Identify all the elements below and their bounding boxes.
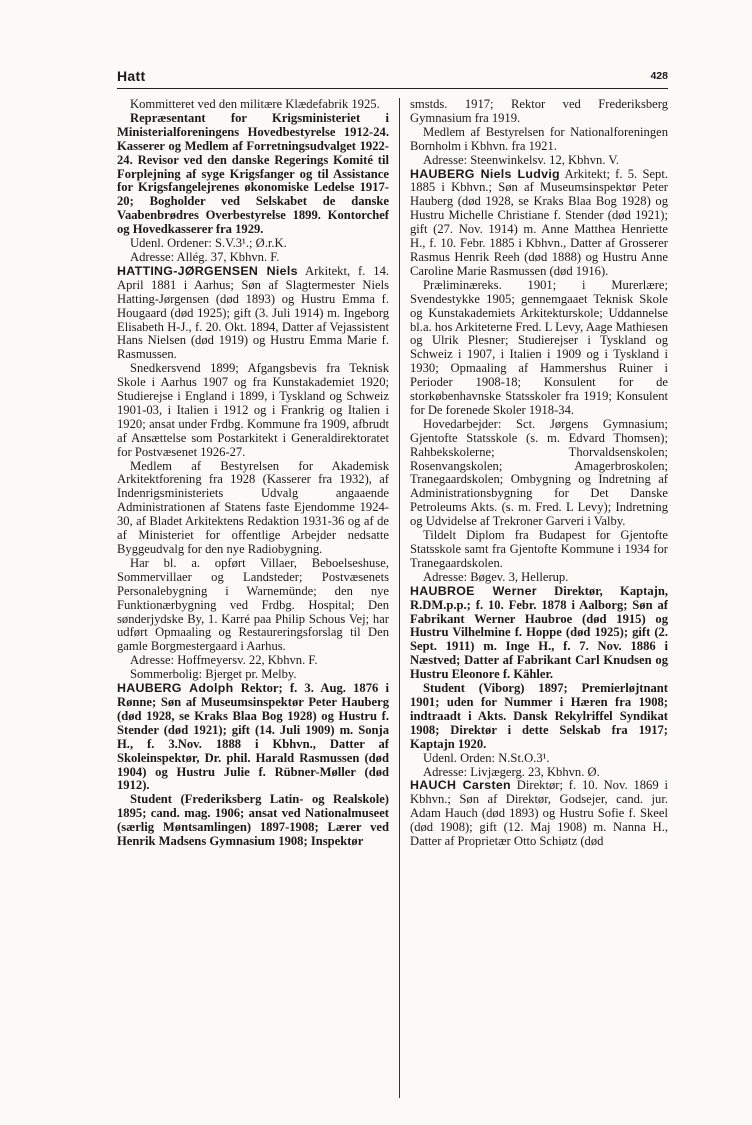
paragraph: Medlem af Bestyrelsen for Akademisk Arkitektforening fra 1928 (Kasserer fra 1932), af Indenrigsministeriets Udvalg angaaende Administrationen af Statens faste Ejendomme 1924-30, af Bladet Arkitektens Redaktion 1931-36 og af de af Ministeriet for offentlige Arbejder nedsatte Byggeudvalg for den nye Radiobygning. [117, 458, 389, 556]
entry-hauberg-adolph [117, 682, 389, 849]
entry-continued [117, 98, 389, 265]
entry-hauberg-niels-ludvig [410, 168, 668, 585]
paragraph: Sommerbolig: Bjerget pr. Melby. [130, 667, 297, 682]
paragraph: Kommitteret ved den militære Klædefabrik 1925. [130, 98, 380, 111]
entry-first-paragraph [117, 682, 389, 793]
paragraph: Adresse: Steenwinkelsv. 12, Kbhvn. V. [423, 152, 620, 167]
paragraph: Student (Frederiksberg Latin- og Realskole) 1895; cand. mag. 1906; ansat ved Nationalmuseet (særlig Møntsamlingen) 1897-1908; Lærer ved Henrik Madsens Gymnasium 1908; Inspektør [117, 792, 389, 849]
paragraph: Snedkersvend 1899; Afgangsbevis fra Teknisk Skole i Aarhus 1907 og fra Kunstakademiet 1920; Studierejse i England i 1899, i Tyskland og Schweiz 1901-03, i Italien i 1912 og i Frankrig og Italien i 1920; ansat under Frdbg. Kommune fra 1909, afbrudt af Ansættelse som Postarkitekt i Generaldirektoratet for Postvæsenet 1926-27. [117, 361, 389, 459]
paragraph: Præliminæreks. 1901; i Murerlære; Svendestykke 1905; gennemgaaet Teknisk Skole og Kunstakademiets Arkitekturskole; Uddannelse bl.a. hos Arkiteterne Fred. L Levy, Aage Mathiesen og Ulrik Plesner; Studierejser i Tyskland og Schweiz i 1907, i Italien i 1909 og i Tyskland i 1930; Opmaaling af Hammershus Ruiner i Perioder 1908-18; Konsulent for de storkøbenhavnske Statsskoler fra 1919; Konsulent for De forenede Skoler 1918-34. [410, 277, 668, 417]
entry-text: Direktør; f. 10. Nov. 1869 i Kbhvn.; Søn af Direktør, Godsejer, cand. jur. Adam Hauch (død 1893) og Hustru Sofie f. Skeel (død 1908); gift (12. Maj 1908) m. Nanna H., Datter af Proprietær Otto Schiøtz (død [410, 778, 668, 849]
paragraph: Udenl. Orden: N.St.O.3¹. [423, 750, 550, 765]
entry-text: Arkitekt, f. 14. April 1881 i Aarhus; Søn af Slagtermester Niels Hatting-Jørgensen (død 1893) og Hustru Emma f. Hougaard (død 1925); gift (3. Juli 1914) m. Ingeborg Elisabeth H-J., f. 20. Okt. 1894, Datter af Vejassistent Hans Nielsen (død 1919) og Hustru Emma Marie f. Rasmussen. [117, 263, 389, 362]
paragraph: Adresse: Livjægerg. 23, Kbhvn. Ø. [423, 764, 600, 779]
running-header [117, 66, 668, 89]
entry-name: HAUCH Carsten [410, 778, 511, 793]
entry-hatting-jorgensen [117, 265, 389, 682]
page-number: 428 [650, 70, 668, 82]
paragraph: Adresse: Bøgev. 3, Hellerup. [423, 569, 569, 584]
paragraph: Student (Viborg) 1897; Premierløjtnant 1901; uden for Nummer i Hæren fra 1908; indtraadt i Akts. Dansk Rekylriffel Syndikat 1908; Direktør i dette Selskab fra 1917; Kaptajn 1920. [410, 681, 668, 751]
entry-haubroe-werner [410, 585, 668, 780]
entry-name: HAUBERG Niels Ludvig [410, 166, 560, 181]
paragraph: Har bl. a. opført Villaer, Beboelseshuse, Sommervillaer og Landsteder; Postvæsenets Personalebygning i Warnemünde; den nye Funktionærbygning ved Frdbg. Hospital; Den sønderjydske By, 1. Karré paa Philip Schous Vej; har udført Opmaaling og Restaureringsforslag til Den gamle Borgmestergaard i Aarhus. [117, 555, 389, 654]
paragraph: Udenl. Ordener: S.V.3¹.; Ø.r.K. [130, 236, 287, 251]
entry-text: Direktør, Kaptajn, R.DM.p.p.; f. 10. Febr. 1878 i Aalborg; Søn af Fabrikant Werner Haubroe (død 1915) og Hustru Vilhelmine f. Hoppe (død 1925); gift (2. Sept. 1911) m. Inge H., f. 7. Nov. 1886 i Næstved; Datter af Fabrikant Carl Knudsen og Hustru Eleonore f. Kähler. [410, 583, 668, 682]
entry-text: Rektor; f. 3. Aug. 1876 i Rønne; Søn af Museumsinspektør Peter Hauberg (død 1928, se Kraks Blaa Bog 1928) og Hustru f. Stender (død 1921); gift (14. Juli 1909) m. Sonja H., f. 3.Nov. 1888 i Kbhvn., Datter af Skoleinspektør, Dr. phil. Harald Rasmussen (død 1904) og Hustru Julie f. Rübner-Møller (død 1912). [117, 681, 389, 793]
paragraph: smstds. 1917; Rektor ved Frederiksberg Gymnasium fra 1919. [410, 98, 668, 125]
paragraph: Hovedarbejder: Sct. Jørgens Gymnasium; Gjentofte Statsskole (s. m. Edvard Thomsen); Rahbekskolerne; Thorvaldsenskolen; Rosenvangskolen; Amagerbroskolen; Tranegaardskolen; Ombygning og Indretning af Administrationsbygning for Det Danske Petroleums Akts. (s. m. Fred. L Levy); Indretning og Udvidelse af Trekroner Garveri i Valby. [410, 416, 668, 529]
entry-text: Arkitekt; f. 5. Sept. 1885 i Kbhvn.; Søn af Museumsinspektør Peter Hauberg (død 1928, se Kraks Blaa Bog 1928) og Hustru Michelle Christiane f. Stender (død 1921); gift (27. Nov. 1914) m. Anne Matthea Henriette H., f. 10. Febr. 1885 i Kbhvn., Datter af Grosserer Rasmus Henrik Reeh (død 1888) og Hustru Anne Caroline Marie Rasmussen (død 1916). [410, 166, 668, 278]
paragraph: Tildelt Diplom fra Budapest for Gjentofte Statsskole samt fra Gjentofte Kommune i 1934 for Tranegaardskolen. [410, 528, 668, 570]
paragraph: Repræsentant for Krigsministeriet i Ministerialforeningens Hovedbestyrelse 1912-24. Kasserer og Medlem af Forretningsudvalget 1922-24. Revisor ved den danske Regerings Komité til Forplejning af syge Krigsfanger og til Assistance for Krigsfangelejrenes økonomiske Ledelse 1917-20; Bogholder ved Selskabet de danske Vaabenbrødres Overbestyrelse 1899. Kontorchef og Hovedkasserer fra 1929. [117, 110, 389, 237]
page-title: Hatt [117, 68, 146, 84]
paragraph: Medlem af Bestyrelsen for Nationalforeningen Bornholm i Kbhvn. fra 1921. [410, 124, 668, 153]
right-column [410, 98, 668, 1106]
entry-name: HAUBERG Adolph [117, 681, 234, 696]
entry-name: HATTING-JØRGENSEN Niels [117, 263, 298, 278]
entry-first-paragraph [410, 168, 668, 279]
entry-first-paragraph [410, 779, 668, 849]
entry-first-paragraph [117, 265, 389, 362]
entry-first-paragraph [410, 585, 668, 682]
paragraph: Adresse: Allég. 37, Kbhvn. F. [130, 249, 280, 264]
entry-continued [410, 98, 668, 168]
left-column [117, 98, 389, 1106]
entry-hauch-carsten [410, 779, 668, 849]
entry-name: HAUBROE Werner [410, 583, 537, 598]
paragraph: Adresse: Hoffmeyersv. 22, Kbhvn. F. [130, 653, 318, 668]
column-divider [399, 98, 400, 1098]
